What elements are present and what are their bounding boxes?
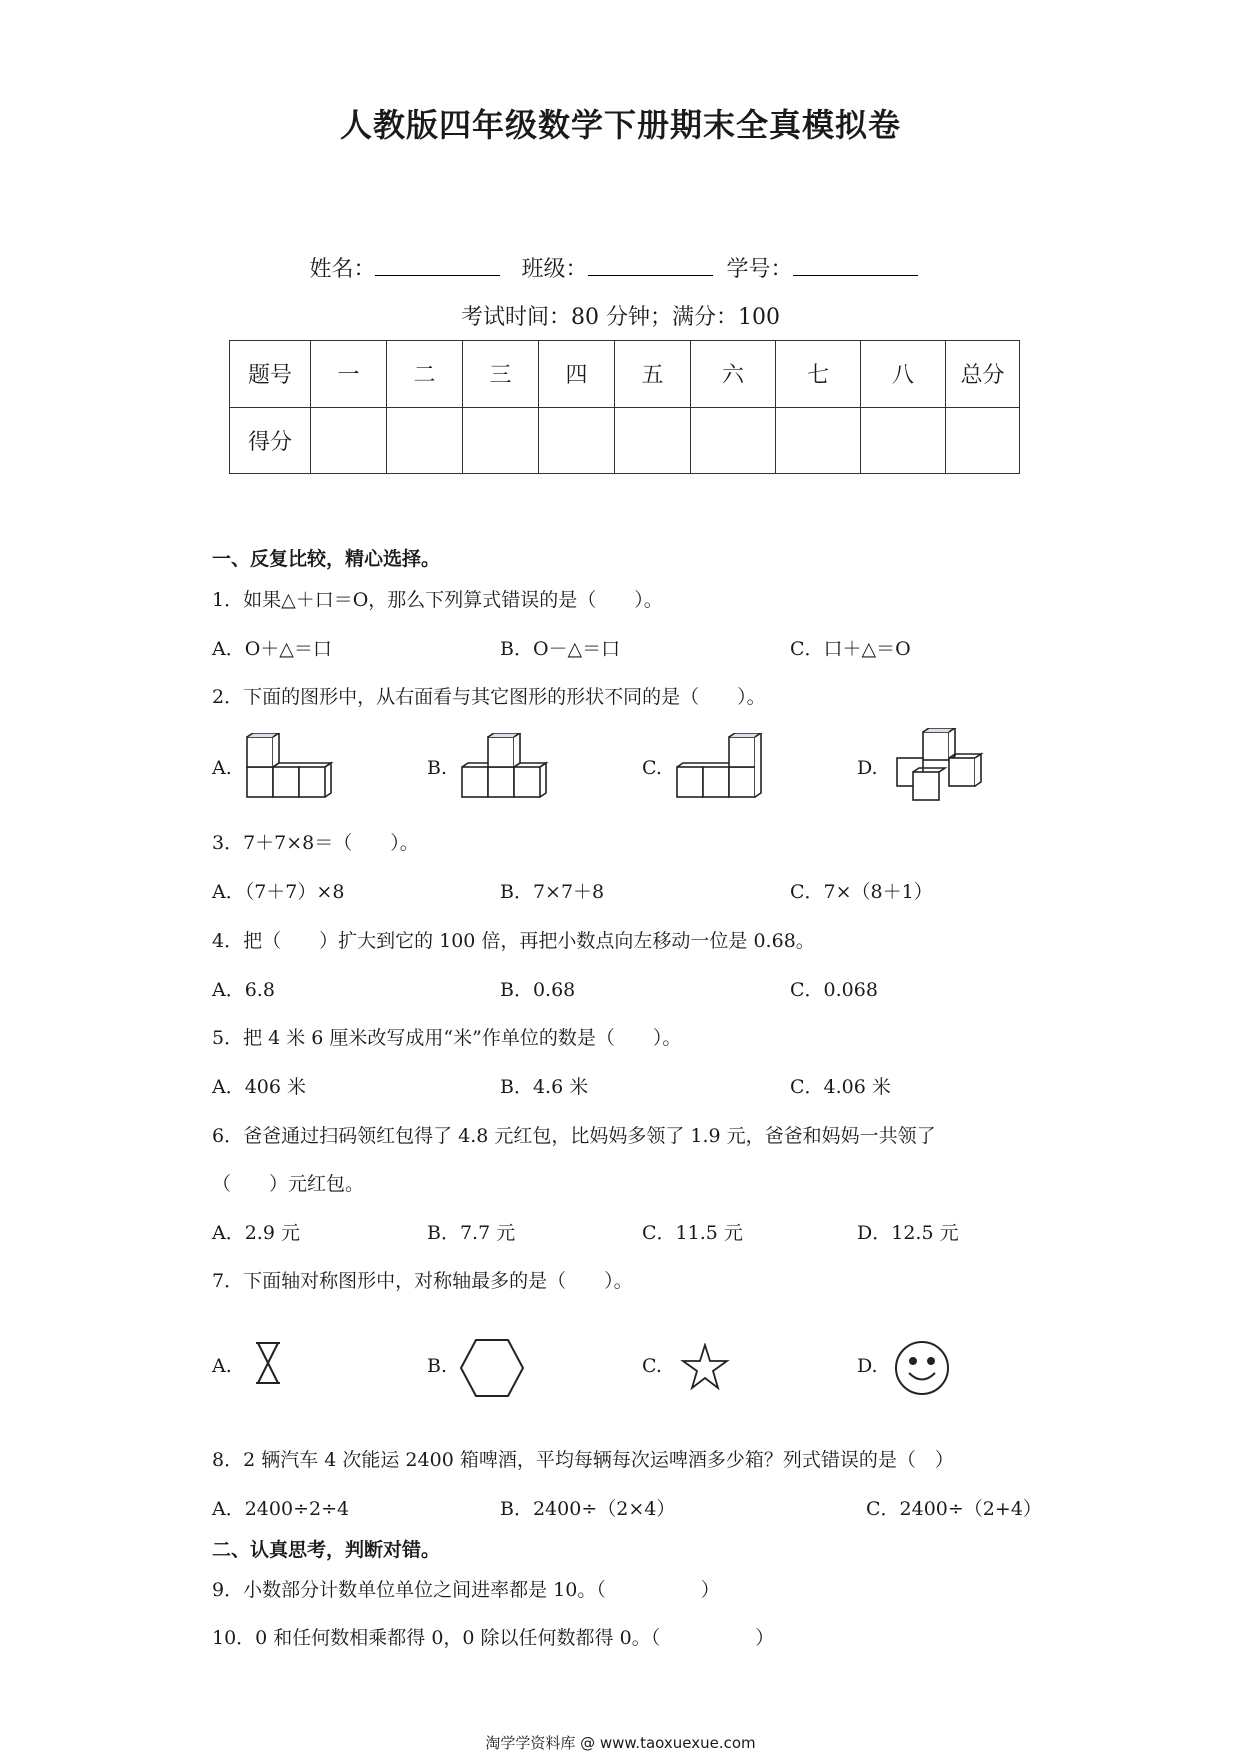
option-3c[interactable]: C．7×（8＋1）	[790, 881, 933, 903]
question-3: 3．7＋7×8＝（ ）。	[212, 832, 419, 854]
score-cell: 六	[691, 341, 776, 408]
name-blank[interactable]	[375, 257, 500, 276]
star-figure[interactable]	[680, 1343, 730, 1391]
score-table-score-row	[230, 407, 1020, 474]
option-7c-label[interactable]: C.	[642, 1355, 662, 1377]
question-4: 4．把（ ）扩大到它的 100 倍，再把小数点向左移动一位是 0.68。	[212, 930, 815, 952]
question-1: 1．如果△＋口＝O，那么下列算式错误的是（ ）。	[212, 589, 663, 611]
name-label: 姓名：	[309, 257, 376, 282]
page-title: 人教版四年级数学下册期末全真模拟卷	[339, 106, 901, 144]
question-8: 8．2 辆汽车 4 次能运 2400 箱啤酒，平均每辆每次运啤酒多少箱？列式错误的是（ ）	[212, 1449, 954, 1471]
score-cell: 四	[539, 341, 615, 408]
option-5b[interactable]: B．4.6 米	[500, 1076, 589, 1098]
footer-watermark: 淘学学资料库 @ www.taoxuexue.com	[485, 1734, 756, 1752]
score-cell: 七	[776, 341, 861, 408]
class-blank[interactable]	[588, 257, 713, 276]
option-6c[interactable]: C．11.5 元	[642, 1222, 743, 1244]
score-input-cell[interactable]	[946, 407, 1020, 474]
score-table	[229, 340, 1020, 474]
id-blank[interactable]	[793, 257, 918, 276]
score-input-cell[interactable]	[311, 407, 387, 474]
class-label: 班级：	[521, 257, 588, 282]
score-input-cell[interactable]	[776, 407, 861, 474]
score-table-header-row	[230, 341, 1020, 408]
question-10: 10．0 和任何数相乘都得 0，0 除以任何数都得 0。（ ）	[212, 1627, 775, 1649]
option-8b[interactable]: B．2400÷（2×4）	[500, 1498, 676, 1520]
question-2: 2．下面的图形中，从右面看与其它图形的形状不同的是（ ）。	[212, 686, 766, 708]
option-6b[interactable]: B．7.7 元	[427, 1222, 516, 1244]
option-7a-label[interactable]: A.	[212, 1355, 232, 1377]
option-6d[interactable]: D．12.5 元	[857, 1222, 959, 1244]
option-4a[interactable]: A．6.8	[212, 979, 275, 1001]
option-1c[interactable]: C．口＋△＝O	[790, 638, 911, 660]
option-2d-label[interactable]: D.	[857, 757, 878, 779]
option-2c-label[interactable]: C.	[642, 757, 662, 779]
student-info-line	[0, 252, 1241, 283]
hexagon-figure[interactable]	[458, 1337, 526, 1399]
question-9: 9．小数部分计数单位单位之间进率都是 10。（ ）	[212, 1579, 720, 1601]
score-cell: 一	[311, 341, 387, 408]
score-cell: 八	[861, 341, 946, 408]
option-5c[interactable]: C．4.06 米	[790, 1076, 891, 1098]
option-8c[interactable]: C．2400÷（2+4）	[866, 1498, 1042, 1520]
cube-figure-d[interactable]	[893, 728, 988, 804]
option-2b-label[interactable]: B.	[427, 757, 448, 779]
option-7d-label[interactable]: D.	[857, 1355, 878, 1377]
score-input-cell[interactable]	[539, 407, 615, 474]
question-7: 7．下面轴对称图形中，对称轴最多的是（ ）。	[212, 1270, 633, 1292]
question-6-line-1: 6．爸爸通过扫码领红包得了 4.8 元红包，比妈妈多领了 1.9 元，爸爸和妈妈一共领了	[212, 1125, 936, 1147]
score-cell: 得分	[230, 407, 311, 474]
cube-figure-c[interactable]	[675, 733, 770, 801]
option-1b[interactable]: B．O－△＝口	[500, 638, 621, 660]
exam-info: 考试时间：80 分钟；满分：100	[461, 305, 780, 330]
option-1a[interactable]: A．O＋△＝口	[212, 638, 332, 660]
question-6-line-2: （ ）元红包。	[212, 1173, 365, 1195]
score-cell: 五	[615, 341, 691, 408]
cube-figure-a[interactable]	[245, 733, 340, 801]
score-input-cell[interactable]	[615, 407, 691, 474]
hourglass-figure[interactable]	[253, 1340, 283, 1386]
option-3a[interactable]: A．（7＋7）×8	[212, 881, 345, 903]
option-3b[interactable]: B．7×7＋8	[500, 881, 605, 903]
score-cell: 总分	[946, 341, 1020, 408]
cube-figure-b[interactable]	[460, 733, 555, 801]
option-4c[interactable]: C．0.068	[790, 979, 878, 1001]
score-input-cell[interactable]	[861, 407, 946, 474]
id-label: 学号：	[726, 257, 793, 282]
score-cell: 二	[387, 341, 463, 408]
section-heading-1: 一、反复比较，精心选择。	[212, 548, 441, 570]
option-8a[interactable]: A．2400÷2÷4	[212, 1498, 350, 1520]
section-heading-2: 二、认真思考，判断对错。	[212, 1539, 441, 1561]
score-input-cell[interactable]	[463, 407, 539, 474]
option-7b-label[interactable]: B.	[427, 1355, 448, 1377]
score-cell: 题号	[230, 341, 311, 408]
smiley-face-figure[interactable]	[893, 1339, 951, 1397]
score-input-cell[interactable]	[387, 407, 463, 474]
option-2a-label[interactable]: A.	[212, 757, 232, 779]
option-6a[interactable]: A．2.9 元	[212, 1222, 300, 1244]
option-4b[interactable]: B．0.68	[500, 979, 576, 1001]
score-input-cell[interactable]	[691, 407, 776, 474]
question-5: 5．把 4 米 6 厘米改写成用“米”作单位的数是（ ）。	[212, 1027, 682, 1049]
option-5a[interactable]: A．406 米	[212, 1076, 307, 1098]
score-cell: 三	[463, 341, 539, 408]
